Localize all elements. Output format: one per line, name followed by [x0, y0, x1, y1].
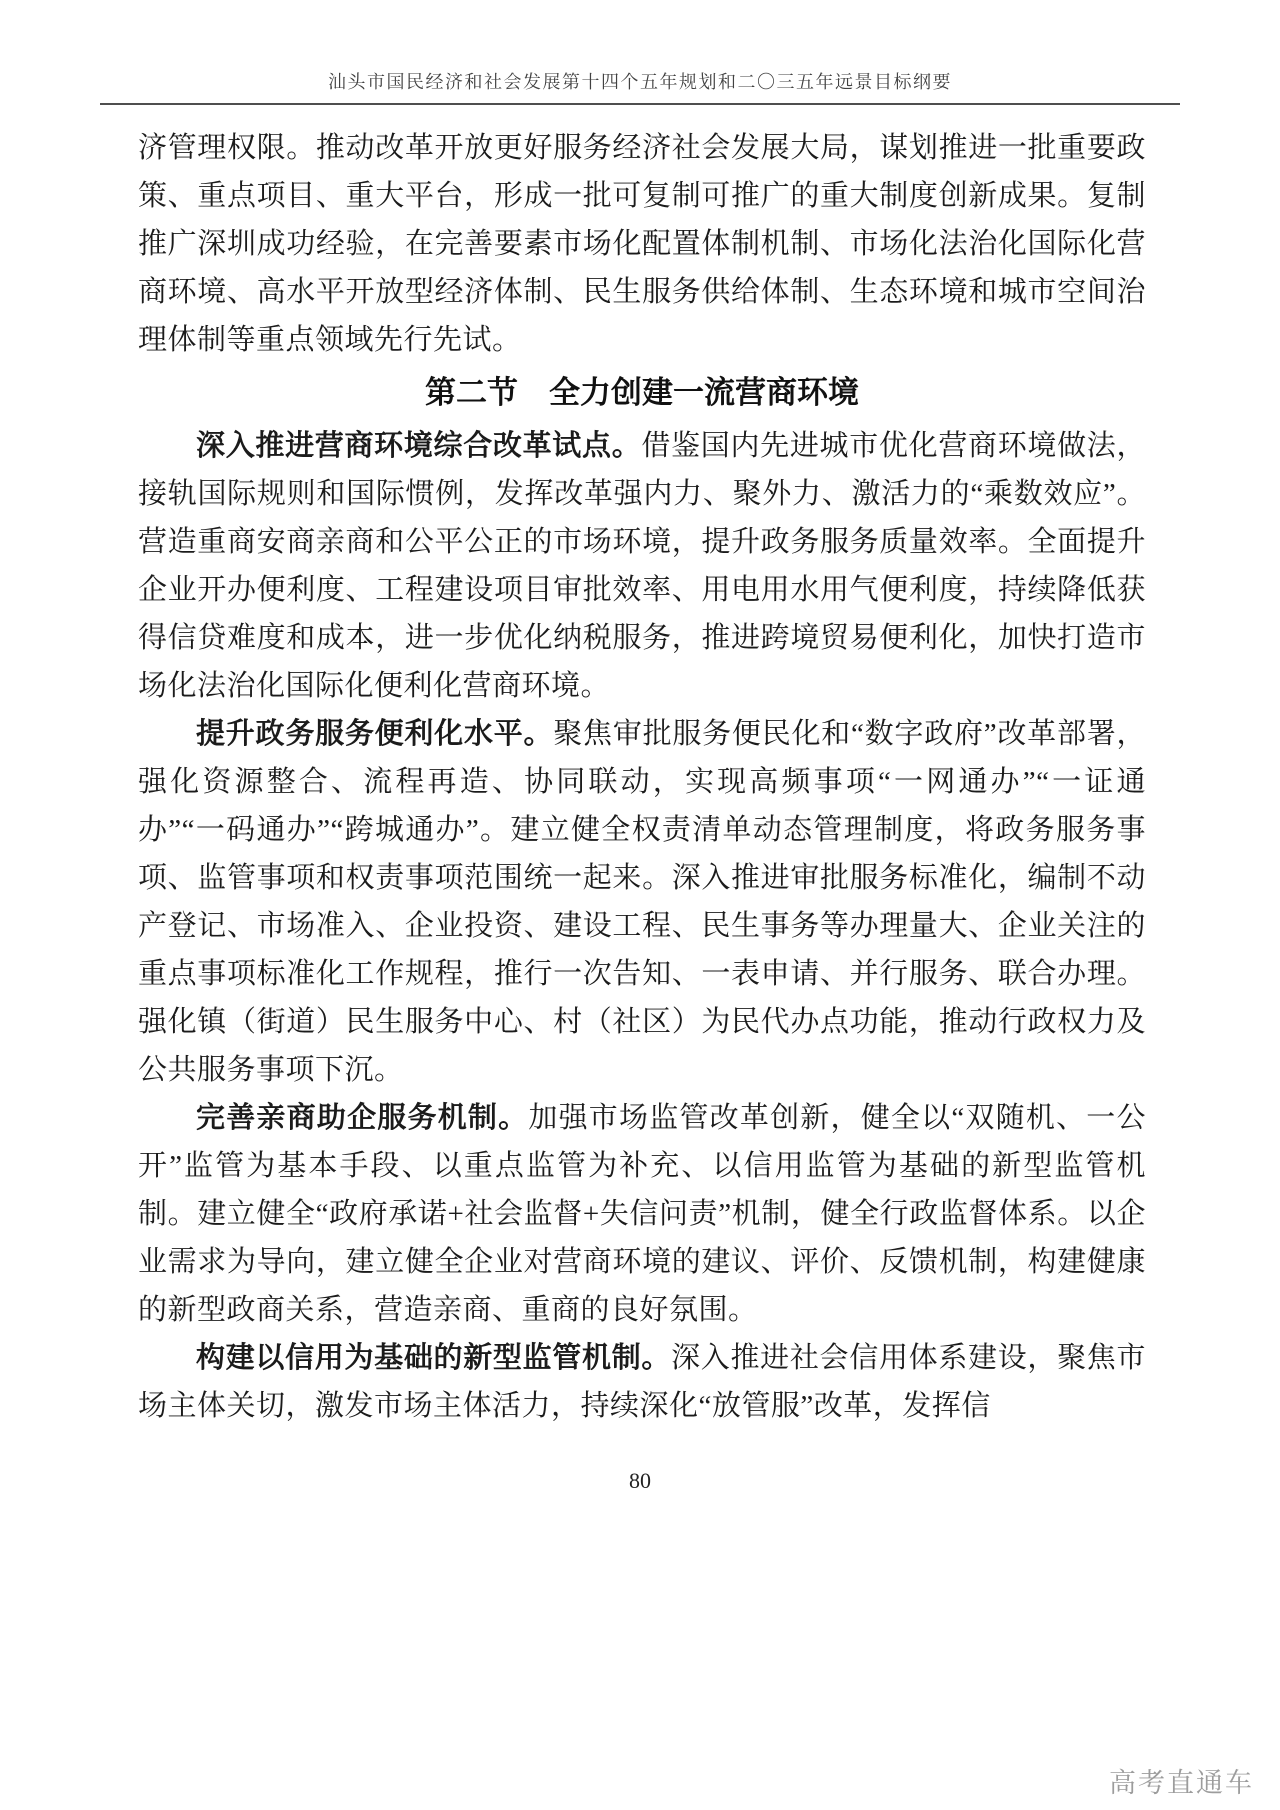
page-number: 80 [629, 1468, 651, 1493]
paragraph [138, 1094, 1146, 1334]
paragraph-lead: 完善亲商助企服务机制。 [196, 1102, 529, 1134]
page-header [100, 68, 1180, 105]
paragraph-text: 济管理权限。推动改革开放更好服务经济社会发展大局，谋划推进一批重要政策、重点项目、重大平台，形成一批可复制可推广的重大制度创新成果。复制推广深圳成功经验，在完善要素市场化配置体制机制、市场化法治化国际化营商环境、高水平开放型经济体制、民生服务供给体制、生态环境和城市空间治理体制等重点领域先行先试。 [138, 132, 1146, 356]
section-heading: 第二节 全力创建一流营商环境 [425, 375, 859, 410]
paragraph [138, 1334, 1146, 1430]
header-title: 汕头市国民经济和社会发展第十四个五年规划和二〇三五年远景目标纲要 [328, 72, 952, 92]
watermark: 高考直通车 [1109, 1768, 1254, 1798]
paragraph [138, 124, 1146, 364]
paragraph [138, 422, 1146, 710]
paragraph-lead: 深入推进营商环境综合改革试点。 [196, 430, 642, 462]
paragraph-text: 深入推进社会信用体系建设，聚焦市场主体关切，激发市场主体活力，持续深化“放管服”改革，发挥信 [138, 1342, 1146, 1422]
paragraph-lead: 构建以信用为基础的新型监管机制。 [196, 1342, 672, 1374]
paragraph-text: 聚焦审批服务便民化和“数字政府”改革部署，强化资源整合、流程再造、协同联动，实现高频事项“一网通办”“一证通办”“一码通办”“跨城通办”。建立健全权责清单动态管理制度，将政务服务事项、监管事项和权责事项范围统一起来。深入推进审批服务标准化，编制不动产登记、市场准入、企业投资、建设工程、民生事务等办理量大、企业关注的重点事项标准化工作规程，推行一次告知、一表申请、并行服务、联合办理。强化镇（街道）民生服务中心、村（社区）为民代办点功能，推动行政权力及公共服务事项下沉。 [138, 718, 1146, 1086]
document-body [138, 124, 1146, 1430]
paragraph-text: 加强市场监管改革创新，健全以“双随机、一公开”监管为基本手段、以重点监管为补充、以信用监管为基础的新型监管机制。建立健全“政府承诺+社会监督+失信问责”机制，健全行政监督体系。以企业需求为导向，建立健全企业对营商环境的建议、评价、反馈机制，构建健康的新型政商关系，营造亲商、重商的良好氛围。 [138, 1102, 1146, 1326]
paragraph-lead: 提升政务服务便利化水平。 [196, 718, 554, 750]
paragraph [138, 710, 1146, 1094]
paragraph-text: 借鉴国内先进城市优化营商环境做法，接轨国际规则和国际惯例，发挥改革强内力、聚外力、激活力的“乘数效应”。营造重商安商亲商和公平公正的市场环境，提升政务服务质量效率。全面提升企业开办便利度、工程建设项目审批效率、用电用水用气便利度，持续降低获得信贷难度和成本，进一步优化纳税服务，推进跨境贸易便利化，加快打造市场化法治化国际化便利化营商环境。 [138, 430, 1146, 702]
